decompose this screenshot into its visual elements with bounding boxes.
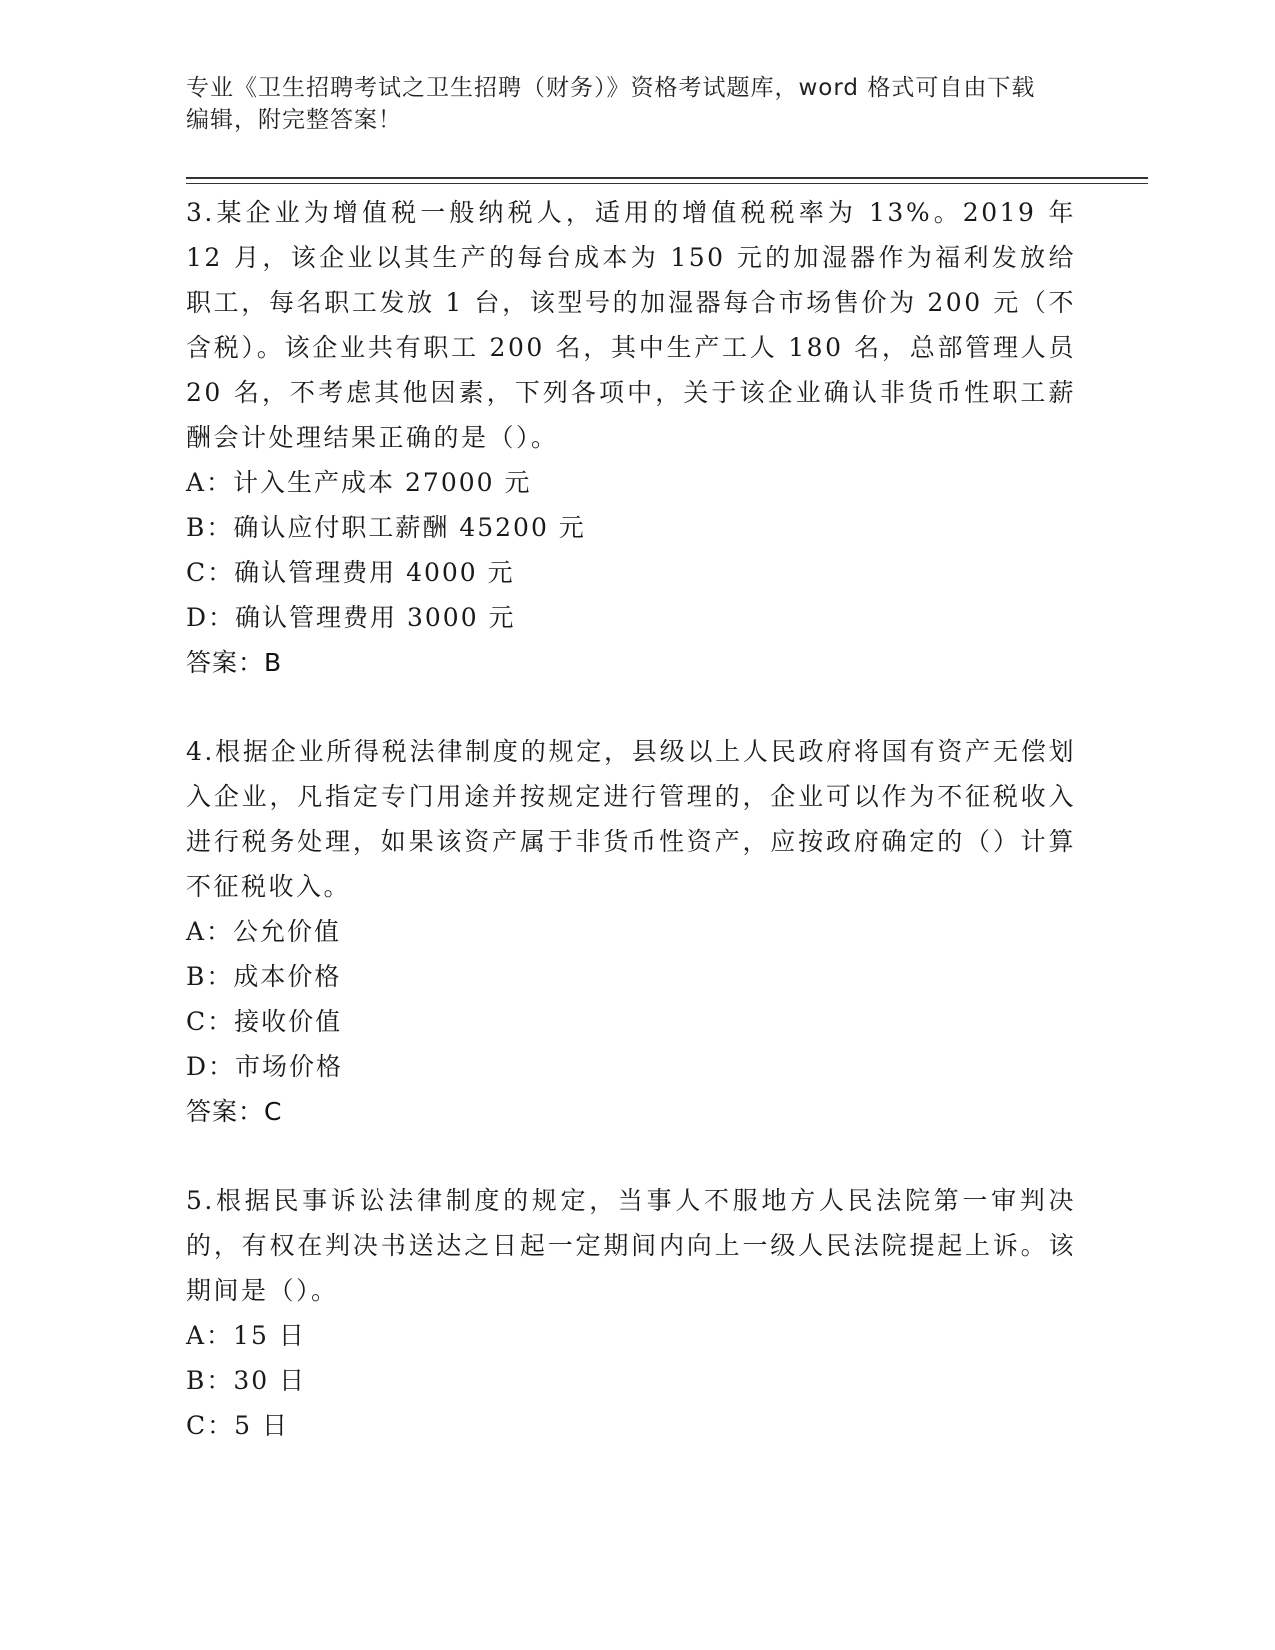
option-b: B：成本价格 (186, 962, 342, 991)
document-header (186, 72, 1066, 136)
option-d: D：确认管理费用 3000 元 (186, 603, 516, 632)
option-a: A：计入生产成本 27000 元 (186, 468, 532, 497)
option-a: A：15 日 (186, 1321, 306, 1350)
header-divider-thick (186, 177, 1148, 179)
answer: 答案：C (186, 1097, 283, 1126)
answer: 答案：B (186, 648, 283, 677)
option-d: D：市场价格 (186, 1052, 344, 1081)
header-line-1: 专业《卫生招聘考试之卫生招聘（财务）》资格考试题库，word 格式可自由下载 (186, 75, 1036, 101)
header-divider-thin (186, 183, 1148, 184)
option-c: C：接收价值 (186, 1007, 343, 1036)
option-c: C：确认管理费用 4000 元 (186, 558, 515, 587)
question-stem: 4.根据企业所得税法律制度的规定，县级以上人民政府将国有资产无偿划入企业，凡指定专门用途并按规定进行管理的，企业可以作为不征税收入进行税务处理，如果该资产属于非货币性资产，应按政府确定的（）计算不征税收入。 (186, 737, 1076, 901)
header-line-2: 编辑，附完整答案！ (186, 107, 402, 133)
question-5 (186, 1178, 1076, 1448)
option-b: B：确认应付职工薪酬 45200 元 (186, 513, 586, 542)
question-list (186, 190, 1076, 1492)
question-4 (186, 729, 1076, 1134)
option-c: C：5 日 (186, 1411, 289, 1440)
option-b: B：30 日 (186, 1366, 307, 1395)
question-3 (186, 190, 1076, 685)
question-stem: 5.根据民事诉讼法律制度的规定，当事人不服地方人民法院第一审判决的，有权在判决书送达之日起一定期间内向上一级人民法院提起上诉。该期间是（）。 (186, 1186, 1076, 1305)
question-stem: 3.某企业为增值税一般纳税人，适用的增值税税率为 13%。2019 年 12 月，该企业以其生产的每台成本为 150 元的加湿器作为福利发放给职工，每名职工发放 1 台，该型号的加湿器每合市场售价为 200 元（不含税）。该企业共有职工 200 名，其中生产工人 180 名，总部管理人员 20 名，不考虑其他因素，下列各项中，关于该企业确认非货币性职工薪酬会计处理结果正确的是（）。 (186, 198, 1076, 452)
option-a: A：公允价值 (186, 917, 342, 946)
